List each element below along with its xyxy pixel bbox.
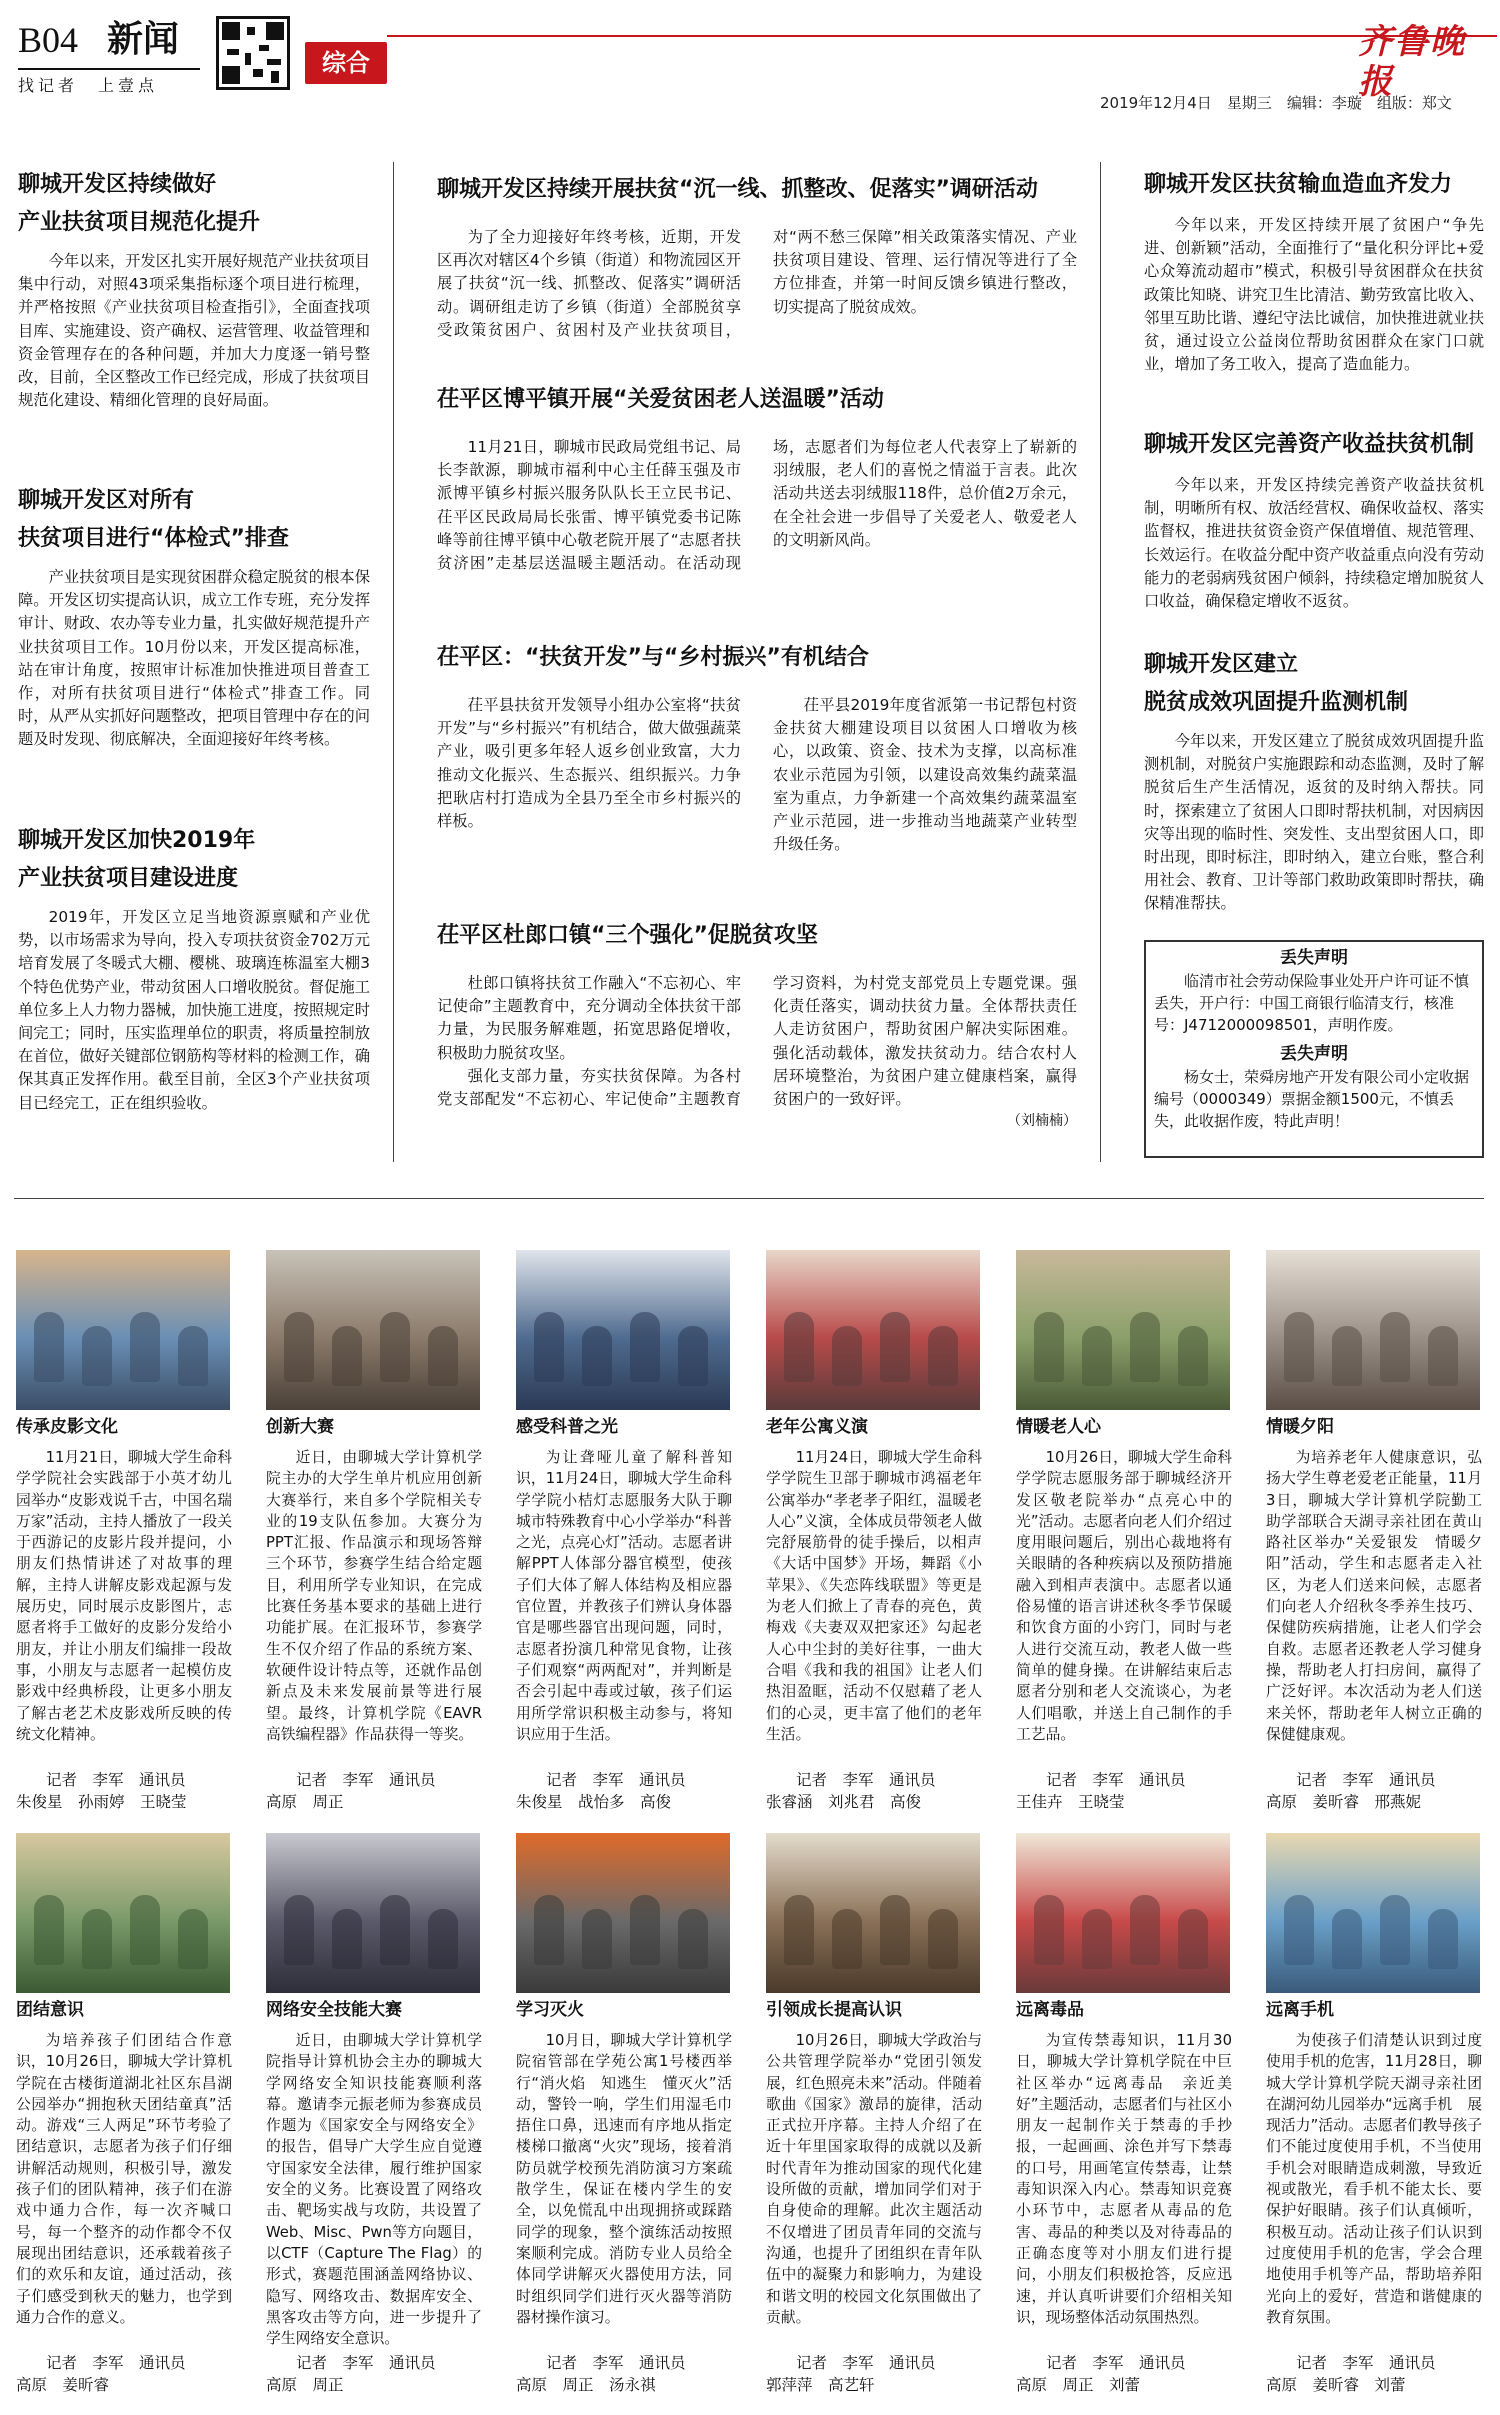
photo-caption: 感受科普之光 — [516, 1417, 618, 1437]
photo-story-credit: 王佳卉 王晓莹 — [1016, 1793, 1125, 1811]
page-header — [0, 0, 1500, 112]
photo-figure — [832, 1326, 862, 1386]
photo-figure — [178, 1909, 208, 1969]
photo-story-body: 10月26日，聊城大学政治与公共管理学院举办“党团引领发展，红色照亮未来”活动。伴随着歌曲《国家》激昂的旋律，活动正式拉开序幕。主持人介绍了在近十年里国家取得的成就以及新时代青年为推动国家的现代化建设所做的贡献，增加同学们对于自身使命的理解。此次主题活动不仅增进了团员青年同的交流与沟通，也提升了团组织在青年队伍中的凝聚力和影响力，为建设和谐文明的校园文化氛围做出了贡献。 — [766, 2032, 982, 2326]
article-title: 茌平区：“扶贫开发”与“乡村振兴”有机结合 — [437, 645, 869, 670]
photo-figure — [284, 1312, 314, 1382]
news-photo — [516, 1833, 730, 1993]
newspaper-logo: 齐鲁晚报 — [1358, 22, 1466, 102]
photo-figure — [1034, 1895, 1064, 1965]
photo-story-credit: 高原 周正 汤永祺 — [516, 2376, 656, 2394]
photo-caption: 网络安全技能大赛 — [266, 2000, 402, 2020]
photo-figure — [1284, 1895, 1314, 1965]
photo-caption: 创新大赛 — [266, 1417, 334, 1437]
photo-story-credit: 记者 李军 通讯员 — [796, 1771, 936, 1789]
article-signature: （刘楠楠） — [1007, 1113, 1077, 1130]
photo-figure — [678, 1326, 708, 1386]
section-name: 新闻 — [107, 19, 180, 60]
article-body: 产业扶贫项目是实现贫困群众稳定脱贫的根本保障。开发区切实提高认识，成立工作专班，充分发挥审计、财政、农办等专业力量，扎实做好规范提升产业扶贫项目工作。10月份以来，开发区提高标准，站在审计角度，按照审计标准加快推进项目普查工作，对所有扶贫项目进行“体检式”排查工作。同时，从严从实抓好问题整改，把项目管理中存在的问题及时发现、彻底解决，全面迎接好年终考核。 — [18, 568, 370, 749]
news-photo — [1016, 1250, 1230, 1410]
photo-figure — [428, 1326, 458, 1386]
photo-caption: 远离毒品 — [1016, 2000, 1084, 2020]
photo-caption: 情暖老人心 — [1016, 1417, 1101, 1437]
news-photo — [766, 1250, 980, 1410]
article-body: 今年以来，开发区持续完善资产收益扶贫机制，明晰所有权、放活经营权、确保收益权、落实监督权，推进扶贫资金资产保值增值、规范管理、长效运行。在收益分配中资产收益重点向没有劳动能力的老弱病残贫困户倾斜，持续稳定增加脱贫人口收益，确保稳定增收不返贫。 — [1144, 476, 1484, 611]
photo-figure — [832, 1909, 862, 1969]
news-photo — [766, 1833, 980, 1993]
photo-figure — [178, 1326, 208, 1386]
photo-figure — [880, 1895, 910, 1965]
photo-caption: 引领成长提高认识 — [766, 2000, 902, 2020]
photo-figure — [880, 1312, 910, 1382]
photo-story-body: 为宣传禁毒知识，11月30日，聊城大学计算机学院在中巨社区举办“远离毒品 亲近美好”主题活动，志愿者们与社区小朋友一起制作关于禁毒的手抄报，一起画画、涂色并写下禁毒的口号，用画笔宣传禁毒，让禁毒知识深入内心。禁毒知识竞赛小环节中，志愿者从毒品的危害、毒品的种类以及对待毒品的正确态度等对小朋友们进行提问，小朋友们积极抢答，反应迅速，并认真听讲要们介绍相关知识，现场整体活动氛围热烈。 — [1016, 2032, 1232, 2326]
photo-story-credit: 记者 李军 通讯员 — [1296, 1771, 1436, 1789]
photo-figure — [928, 1326, 958, 1386]
photo-figure — [582, 1326, 612, 1386]
article — [437, 640, 1077, 882]
photo-story-credit: 高原 姜昕睿 刘蕾 — [1266, 2376, 1406, 2394]
article-title: 聊城开发区持续开展扶贫“沉一线、抓整改、促落实”调研活动 — [437, 177, 1038, 202]
photo-figure — [34, 1312, 64, 1382]
photo-figure — [1332, 1909, 1362, 1969]
article-title: 茌平区杜郎口镇“三个强化”促脱贫攻坚 — [437, 923, 818, 948]
issue-dateline: 2019年12月4日 星期三 编辑：李璇 组版：郑文 — [1100, 94, 1452, 112]
photo-figure — [1082, 1326, 1112, 1386]
header-byline: 找记者 上壹点 — [18, 76, 159, 95]
photo-figure — [1178, 1326, 1208, 1386]
photo-figure — [1380, 1312, 1410, 1382]
photo-caption: 老年公寓义演 — [766, 1417, 868, 1437]
article — [1144, 646, 1484, 942]
photo-figure — [1428, 1326, 1458, 1386]
photo-figure — [380, 1312, 410, 1382]
photo-caption: 远离手机 — [1266, 2000, 1334, 2020]
photo-figure — [630, 1312, 660, 1382]
article — [437, 918, 1077, 1158]
article-body: 茌平县扶贫开发领导小组办公室将“扶贫开发”与“乡村振兴”有机结合，做大做强蔬菜产业，吸引更多年轻人返乡创业致富，大力推动文化振兴、生态振兴、组织振兴。力争把耿店村打造成为全县乃至全市乡村振兴的样板。 茌平县2019年度省派第一书记帮包村资金扶贫大棚建设项目以贫困人口增收为核心，以政策、资金、技术为支撑，以高标准农业示范园为引领，以建设高效集约蔬菜温室为重点，力争新建一个高效集约蔬菜温室产业示范园，进一步推动当地蔬菜产业转型升级任务。 — [437, 696, 1077, 854]
news-photo — [266, 1833, 480, 1993]
photo-caption: 情暖夕阳 — [1266, 1417, 1334, 1437]
news-photo — [266, 1250, 480, 1410]
photo-story-credit: 记者 李军 通讯员 — [796, 2354, 936, 2372]
photo-figure — [82, 1909, 112, 1969]
photo-figure — [1178, 1909, 1208, 1969]
photo-caption: 传承皮影文化 — [16, 1417, 118, 1437]
photo-story-credit: 郭萍萍 高艺轩 — [766, 2376, 875, 2394]
photo-caption: 学习灭火 — [516, 2000, 584, 2020]
article-body: 今年以来，开发区持续开展了贫困户“争先进、创新颖”活动，全面推行了“量化积分评比+爱心众筹流动超市”模式，积极引导贫困群众在扶贫政策比知晓、讲究卫生比清洁、勤劳致富比收入、邻里互助比谐、遵纪守法比诚信，加快推进就业扶贫，通过设立公益岗位帮助贫困群众在家门口就业，增加了务工收入，提高了造血能力。 — [1144, 216, 1484, 374]
article-title: 聊城开发区持续做好 — [18, 172, 217, 197]
photo-figure — [428, 1909, 458, 1969]
photo-story-credit: 高原 姜昕睿 邢燕妮 — [1266, 1793, 1422, 1811]
photo-figure — [1332, 1326, 1362, 1386]
photo-story-credit: 朱俊星 孙雨婷 王晓莹 — [16, 1793, 187, 1811]
article-title: 聊城开发区建立 — [1144, 652, 1299, 677]
article — [437, 172, 1077, 344]
article-body: 今年以来，开发区建立了脱贫成效巩固提升监测机制，对脱贫户实施跟踪和动态监测，及时了解脱贫后生产生活情况，返贫的及时纳入帮扶。同时，探索建立了贫困人口即时帮扶机制，对因病因灾等出现的临时性、突发性、支出型贫困人口，即时出现，即时标注，即时纳入，建立台账，整合利用社会、教育、卫计等部门救助政策即时帮扶，确保精准帮扶。 — [1144, 732, 1484, 913]
article-title: 脱贫成效巩固提升监测机制 — [1144, 690, 1409, 715]
photo-story-credit: 记者 李军 通讯员 — [1046, 1771, 1186, 1789]
section-divider — [14, 1198, 1484, 1199]
photo-story-credit: 高原 周正 — [266, 1793, 344, 1811]
article-title: 聊城开发区对所有 — [18, 488, 195, 513]
photo-story-credit: 高原 姜昕睿 — [16, 2376, 110, 2394]
photo-figure — [284, 1895, 314, 1965]
photo-story-credit: 记者 李军 通讯员 — [546, 2354, 686, 2372]
article-body: 2019年，开发区立足当地资源禀赋和产业优势，以市场需求为导向，投入专项扶贫资金702万元培育发展了冬暖式大棚、樱桃、玻璃连栋温室大棚3个特色优势产业，带动贫困人口增收脱贫。督促施工单位多上人力物力器械，加快施工进度，按照规定时间完工；同时，压实监理单位的职责，将质量控制放在首位，做好关键部位钢筋构等材料的检测工作，确保其真正发挥作用。截至目前，全区3个产业扶贫项目已经完工，正在组织验收。 — [18, 908, 370, 1112]
photo-figure — [34, 1895, 64, 1965]
article-body: 杜郎口镇将扶贫工作融入“不忘初心、牢记使命”主题教育中，充分调动全体扶贫干部力量，为民服务解难题，拓宽思路促增收，积极助力脱贫攻坚。 强化支部力量，夯实扶贫保障。为各村党支部配发“不忘初心、牢记使命”主题教育学习资料，为村党支部党员上专题党课。强化责任落实，调动扶贫力量。全体帮扶责任人走访贫困户，帮助贫困户解决实际困难。强化活动载体，激发扶贫动力。结合农村人居环境整治，为贫困户建立健康档案，赢得贫困户的一致好评。 （刘楠楠） — [437, 974, 1077, 1130]
article — [1144, 166, 1484, 426]
photo-figure — [130, 1312, 160, 1382]
news-photo — [516, 1250, 730, 1410]
lost-notice-box — [1144, 940, 1484, 1158]
photo-figure — [534, 1312, 564, 1382]
news-photo — [1266, 1833, 1480, 1993]
photo-story-credit: 记者 李军 通讯员 — [296, 1771, 436, 1789]
photo-story-body: 为培养老年人健康意识，弘扬大学生尊老爱老正能量，11月3日，聊城大学计算机学院勤工助学部联合天湖寻亲社团在黄山路社区举办“关爱银发 情暖夕阳”活动，学生和志愿者走入社区，为老人们送来问候，志愿者们向老人介绍秋冬季养生技巧、保健防疾病措施，让老人们学会自救。志愿者还教老人学习健身操，帮助老人打扫房间，赢得了广泛好评。本次活动为老人们送来关怀，帮助老年人树立正确的保健健康观。 — [1266, 1449, 1482, 1743]
photo-figure — [332, 1326, 362, 1386]
lost-notice: 丢失声明 杨女士，荣舜房地产开发有限公司小定收据编号（0000349）票据金额1500元，不慎丢失，此收据作废，特此声明！ — [1154, 1044, 1470, 1130]
photo-story-credit: 高原 周正 — [266, 2376, 344, 2394]
column-divider — [393, 162, 394, 1162]
photo-caption: 团结意识 — [16, 2000, 84, 2020]
article — [18, 166, 370, 460]
photo-figure — [130, 1895, 160, 1965]
header-underline — [18, 68, 200, 70]
news-photo — [16, 1250, 230, 1410]
column-divider — [1100, 162, 1101, 1162]
photo-figure — [582, 1909, 612, 1969]
photo-story-credit: 记者 李军 通讯员 — [46, 2354, 186, 2372]
photo-story-body: 10月26日，聊城大学生命科学学院志愿服务部于聊城经济开发区敬老院举办“点亮心中的光”活动。志愿者向老人们介绍过度用眼问题后，别出心裁地将有关眼睛的各种疾病以及预防措施融入到相声表演中。志愿者以通俗易懂的语言讲述秋冬季节保暖和饮食方面的小窍门，同时与老人进行交流互动，教老人做一些简单的健身操。在讲解结束后志愿者分别和老人交流谈心，为老人们唱歌，并送上自己制作的手工艺品。 — [1016, 1449, 1232, 1743]
lost-notice: 丢失声明 临清市社会劳动保险事业处开户许可证不慎丢失，开户行：中国工商银行临清支行，核准号：J4712000098501，声明作废。 — [1154, 948, 1470, 1034]
article-title: 产业扶贫项目建设进度 — [18, 866, 239, 891]
article-title: 茌平区博平镇开展“关爱贫困老人送温暖”活动 — [437, 387, 884, 412]
photo-figure — [1082, 1909, 1112, 1969]
photo-story-credit: 记者 李军 通讯员 — [46, 1771, 186, 1789]
photo-figure — [784, 1895, 814, 1965]
article-body: 11月21日，聊城市民政局党组书记、局长李歆源，聊城市福利中心主任薛玉强及市派博平镇乡村振兴服务队队长王立民书记、茌平区民政局局长张雷、博平镇党委书记陈峰等前往博平镇中心敬老院开展了“志愿者扶贫济困”走基层送温暖主题活动。在活动现场，志愿者们为每位老人代表穿上了崭新的羽绒服，老人们的喜悦之情溢于言表。此次活动共送去羽绒服118件，总价值2万余元，在全社会进一步倡导了关爱老人、敬爱老人的文明新风尚。 — [437, 438, 1077, 573]
photo-figure — [1380, 1895, 1410, 1965]
photo-figure — [1130, 1895, 1160, 1965]
photo-figure — [1130, 1312, 1160, 1382]
photo-figure — [534, 1895, 564, 1965]
photo-figure — [332, 1909, 362, 1969]
news-photo — [1266, 1250, 1480, 1410]
photo-story-body: 为让聋哑儿童了解科普知识，11月24日，聊城大学生命科学学院小桔灯志愿服务大队于聊城市特殊教育中心小学举办“科普之光，点亮心灯”活动。志愿者讲解PPT人体部分器官模型，使孩子们大体了解人体结构及相应器官位置，并教孩子们辨认身体器官是哪些器官出现问题，同时，志愿者扮演几种常见食物，让孩子们观察“两两配对”，并判断是否会引起中毒或过敏，孩子们运用所学常识积极主动参与，将知识应用于生活。 — [516, 1449, 732, 1743]
article — [18, 822, 370, 1162]
photo-figure — [1034, 1312, 1064, 1382]
photo-figure — [630, 1895, 660, 1965]
article — [18, 482, 370, 800]
photo-story-credit: 记者 李军 通讯员 — [546, 1771, 686, 1789]
qr-code-icon[interactable] — [216, 16, 290, 90]
photo-story-body: 为使孩子们清楚认识到过度使用手机的危害，11月28日，聊城大学计算机学院天湖寻亲社团在湖河幼儿园举办“远离手机 展现活力”活动。志愿者们教导孩子们不能过度使用手机，不当使用手机会对眼睛造成刺激，导致近视或散光，看手机不能太长、要保护好眼睛。孩子们认真倾听，积极互动。活动让孩子们认识到过度使用手机的危害，学会合理地使用手机等产品，帮助培养阳光向上的爱好，营造和谐健康的教育氛围。 — [1266, 2032, 1482, 2326]
article — [437, 382, 1077, 600]
photo-figure — [82, 1326, 112, 1386]
header-red-rule — [387, 35, 1497, 37]
photo-story-body: 11月24日，聊城大学生命科学学院生卫部于聊城市鸿福老年公寓举办“孝老孝子阳红，温暖老人心”义演，全体成员带领老人做完舒展筋骨的徒手操后，以相声《大话中国梦》开场，舞蹈《小苹果》、《失恋阵线联盟》等更是为老人们掀上了青春的亮色，黄梅戏《夫妻双双把家还》勾起老人心中尘封的美好往事，一曲大合唱《我和我的祖国》让老人们热泪盈眶，活动不仅慰藉了老人们的心灵，更丰富了他们的老年生活。 — [766, 1449, 982, 1743]
section-tag: 综合 — [305, 42, 387, 84]
photo-story-credit: 朱俊星 战怡多 高俊 — [516, 1793, 672, 1811]
photo-figure — [784, 1312, 814, 1382]
article-title: 扶贫项目进行“体检式”排查 — [18, 526, 289, 551]
photo-figure — [1284, 1312, 1314, 1382]
photo-story-credit: 高原 周正 刘蕾 — [1016, 2376, 1141, 2394]
news-photo — [16, 1833, 230, 1993]
page-number: B04 — [18, 20, 79, 60]
photo-story-body: 近日，由聊城大学计算机学院主办的大学生单片机应用创新大赛举行，来自多个学院相关专业的19支队伍参加。大赛分为PPT汇报、作品演示和现场答辩三个环节，参赛学生结合给定题目，利用所学专业知识，在完成比赛任务基本要求的基础上进行功能扩展。在汇报环节，参赛学生不仅介绍了作品的系统方案、软硬件设计特点等，还就作品创新点及未来发展前景等进行展望。最终，计算机学院《EAVR高铁编程器》作品获得一等奖。 — [266, 1449, 482, 1743]
photo-story-credit: 记者 李军 通讯员 — [296, 2354, 436, 2372]
article-body: 今年以来，开发区扎实开展好规范产业扶贫项目集中行动，对照43项采集指标逐个项目进行梳理，并严格按照《产业扶贫项目检查指引》，全面查找项目库、实施建设、资产确权、运营管理、收益管理和资金管理存在的各种问题，并加大力度逐一销号整改，目前，全区整改工作已经完成，形成了扶贫项目规范化建设、精细化管理的良好局面。 — [18, 252, 370, 410]
article-body: 为了全力迎接好年终考核，近期，开发区再次对辖区4个乡镇（街道）和物流园区开展了扶贫“沉一线、抓整改、促落实”调研活动。调研组走访了乡镇（街道）全部脱贫享受政策贫困户、贫困村及产业扶贫项目，对“两不愁三保障”相关政策落实情况、产业扶贫项目建设、管理、运行情况等进行了全方位排查，并第一时间反馈乡镇进行整改，切实提高了脱贫成效。 — [437, 228, 1077, 339]
photo-story-credit: 张睿涵 刘兆君 高俊 — [766, 1793, 922, 1811]
photo-story-body: 为培养孩子们团结合作意识，10月26日，聊城大学计算机学院在古楼街道湖北社区东昌湖公园举办“拥抱秋天团结童真”活动。游戏“三人两足”环节考验了团结意识，志愿者为孩子们仔细讲解活动规则，积极引导，激发孩子们的团队精神，孩子们在游戏中通力合作，每一次齐喊口号，每一个整齐的动作都令不仅展现出团结意识，还承载着孩子们的欢乐和友谊，通过活动，孩子们感受到秋天的魅力，也学到通力合作的意义。 — [16, 2032, 232, 2326]
photo-figure — [678, 1909, 708, 1969]
photo-figure — [380, 1895, 410, 1965]
photo-story-body: 11月21日，聊城大学生命科学学院社会实践部于小英才幼儿园举办“皮影戏说千古，中国名瑞万家”活动，主持人播放了一段关于西游记的皮影片段并提问，小朋友们热情讲述了对故事的理解，主持人讲解皮影戏起源与发展历史，同时展示皮影图片，志愿者将手工做好的皮影分发给小朋友，并让小朋友们编排一段故事，小朋友与志愿者一起模仿皮影戏中经典桥段，让更多小朋友了解古老艺术皮影戏所反映的传统文化精神。 — [16, 1449, 232, 1743]
news-photo — [1016, 1833, 1230, 1993]
photo-story-body: 10月日，聊城大学计算机学院宿管部在学苑公寓1号楼西举行“消火焰 知逃生 懂灭火”活动，警铃一响，学生们用湿毛巾捂住口鼻，迅速而有序地从指定楼梯口撤离“火灾”现场，接着消防员就学校预先消防演习方案疏散学生，保证在楼内学生的安全，以免慌乱中出现拥挤或踩踏同学的现象，整个演练活动按照案顺利完成。消防专业人员给全体同学讲解灭火器使用方法，同时组织同学们进行灭火器等消防器材操作演习。 — [516, 2032, 732, 2326]
photo-figure — [1428, 1909, 1458, 1969]
photo-story-body: 近日，由聊城大学计算机学院指导计算机协会主办的聊城大学网络安全知识技能赛顺利落幕。邀请李元振老师为参赛成员作题为《国家安全与网络安全》的报告，倡导广大学生应自觉遵守国家安全法律，履行维护国家安全的义务。比赛设置了网络攻击、靶场实战与攻防，共设置了Web、Misc、Pwn等方向题目，以CTF（Capture The Flag）的形式，赛题范围涵盖网络协议、隐写、网络攻击、数据库安全、黑客攻击等方向，进一步提升了学生网络安全意识。 — [266, 2032, 482, 2348]
photo-story-credit: 记者 李军 通讯员 — [1296, 2354, 1436, 2372]
photo-story-credit: 记者 李军 通讯员 — [1046, 2354, 1186, 2372]
article-title: 聊城开发区加快2019年 — [18, 828, 256, 853]
photo-figure — [928, 1909, 958, 1969]
article-title: 聊城开发区完善资产收益扶贫机制 — [1144, 432, 1475, 457]
article-title: 聊城开发区扶贫输血造血齐发力 — [1144, 172, 1453, 197]
article-title: 产业扶贫项目规范化提升 — [18, 210, 261, 235]
article — [1144, 426, 1484, 640]
